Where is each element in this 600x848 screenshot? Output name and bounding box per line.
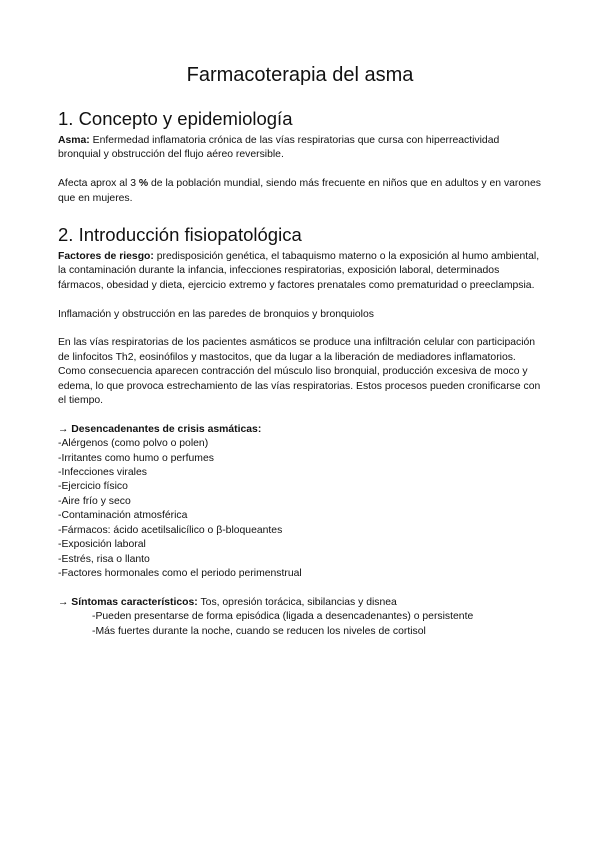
document-title: Farmacoterapia del asma <box>186 64 414 86</box>
asma-text: Enfermedad inflamatoria crónica de las vías respiratorias que cursa con hiperreactividad bronquial y obstrucción del flujo aéreo reversible. <box>58 135 500 161</box>
epidemiology-paragraph <box>58 177 542 206</box>
risk-text: predisposición genética, el tabaquismo materno o la exposición al humo ambiental, la contaminación durante la infancia, infecciones respiratorias, exposición laboral, determinados fármacos, obesidad y dieta, ejercicio extremo y factores prenatales como prematuridad o preeclampsia. <box>58 251 540 291</box>
inflammation-title: Inflamación y obstrucción en las paredes de bronquios y bronquiolos <box>58 308 374 320</box>
triggers-heading <box>58 423 542 437</box>
asma-label: Asma: <box>58 135 90 146</box>
triggers-label: → Desencadenantes de crisis asmáticas: <box>58 423 262 435</box>
list-item: -Aire frío y seco <box>58 495 131 507</box>
list-item: -Alérgenos (como polvo o polen) <box>58 438 209 450</box>
list-item: -Factores hormonales como el periodo perimenstrual <box>58 567 302 579</box>
section-heading-concept: 1. Concepto y epidemiología <box>58 108 293 129</box>
epi-pre: Afecta aprox al 3 <box>58 178 139 190</box>
list-item: -Estrés, risa o llanto <box>58 553 150 565</box>
symptoms-paragraph <box>58 596 542 610</box>
risk-label: Factores de riesgo: <box>58 251 154 263</box>
list-item: -Más fuertes durante la noche, cuando se reducen los niveles de cortisol <box>92 625 426 637</box>
list-item: -Irritantes como humo o perfumes <box>58 452 214 464</box>
section-heading-pathophysiology: 2. Introducción fisiopatológica <box>58 224 302 246</box>
list-item: -Fármacos: ácido acetilsalicílico o β-bloqueantes <box>58 524 283 536</box>
list-item: -Contaminación atmosférica <box>58 510 188 522</box>
symptoms-label: → Síntomas característicos: <box>58 596 198 608</box>
symptoms-list <box>58 610 542 639</box>
epi-post: de la población mundial, siendo más frecuente en niños que en adultos y en varones que en mujeres. <box>58 178 541 204</box>
epi-bold: % <box>138 178 149 190</box>
inflammation-paragraph: En las vías respiratorias de los pacientes asmáticos se produce una infiltración celular con participación de linfocitos Th2, eosinófilos y mastocitos, que da lugar a la liberación de mediadores inflamatorios. Como consecuencia aparecen contracción del músculo liso bronquial, producción excesiva de moco y edema, lo que provoca estrechamiento de las vías respiratorias. Estos procesos pueden cronificarse con el tiempo. <box>58 337 541 407</box>
asma-definition <box>58 134 542 163</box>
list-item: -Infecciones virales <box>58 467 147 479</box>
list-item: -Ejercicio físico <box>58 481 128 493</box>
list-item: -Pueden presentarse de forma episódica (ligada a desencadenantes) o persistente <box>92 611 474 623</box>
symptoms-text: Tos, opresión torácica, sibilancias y disnea <box>197 596 397 608</box>
risk-factors-paragraph <box>58 250 542 293</box>
list-item: -Exposición laboral <box>58 539 146 551</box>
triggers-list <box>58 437 542 581</box>
